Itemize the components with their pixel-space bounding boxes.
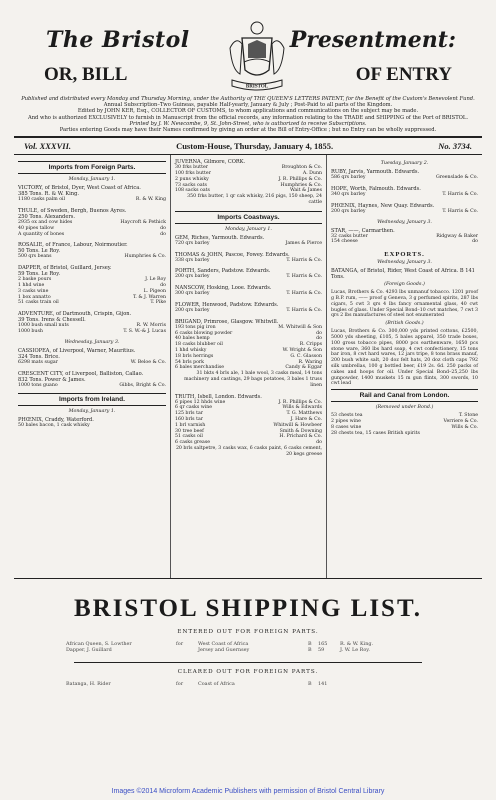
cargo-goods: 100 frks butter [175,171,211,177]
cargo-goods: 1180 casks palm oil [18,197,66,203]
cargo-row [175,291,322,297]
cargo-consignee: T. Harris & Co. [286,274,322,280]
shipping-cell: 59 [318,647,325,654]
cargo-consignee: do [160,231,166,237]
ship-entry [18,348,166,366]
cargo-row [331,175,478,181]
cargo-goods: 1 hhd wine [18,283,45,288]
cargo-consignee: T. G. Matthews [286,411,322,417]
cargo-consignee: Candy & Eggar [285,365,322,371]
cargo-goods: 6 pipes 12 hhds wine [175,399,226,405]
exports-heading: EXPORTS. [384,251,425,259]
ship-name: CRESCENT CITY, of Liverpool, Balliston, Callao. [18,370,144,377]
ship-entry [175,285,322,297]
shipping-cell: B [308,641,312,648]
cargo-goods: 2 puns whisky [175,176,209,182]
cargo-goods: 73 sacks oats [175,182,207,188]
ship-name: CASSIOPEA, of Liverpool, Warner, Mauritius. [18,347,136,354]
cargo-goods: 350 frks butter, 1 qr cak whisky, 216 pigs, 150 sheep, 24 cattle [187,194,322,205]
ship-name: VICTORY, of Bristol, Dyer, West Coast of Africa. [18,185,141,192]
cargo-consignee: James & Pierce [285,240,322,246]
ship-entry [18,185,166,203]
ship-name: RUBY, Jarvis, Yarmouth. Edwards. [331,169,420,176]
fine-print-6: Parties entering Goods may have their Names confirmed by giving an order at the Bill of Entry-Office ; but no Entry can be wholly suppressed. [59,127,437,134]
ship-entry [175,319,322,389]
cargo-goods: 18 casks blubber oil [175,342,223,348]
cargo-goods: 200 qrs barley [175,307,210,313]
cargo-consignee: Wills & Edwards [282,405,322,411]
fine-print-4: And who is authorized EXCLUSIVELY to furnish in Manuscript from the official records, any information relating to the TRADE and SHIPPING of the Port of BRISTOL. [27,114,469,121]
cargo-consignee: Humphries & Co. [124,254,166,260]
cargo-consignee: Whitwill & Howbeer [273,422,322,428]
cargo-row [331,192,478,198]
ship-tonnage: 39 Tons. Irens & Chessell. [18,317,86,324]
cargo-row [175,241,322,247]
cargo-row [18,232,166,238]
shipping-row [14,681,482,687]
ship-entry [175,235,322,247]
cargo-consignee: Haycroft & Pethick [120,220,166,226]
cargo-goods: 6 casks grease [175,440,211,446]
cargo-goods: 193 tons pig iron [175,324,216,330]
cargo-goods: 40 bales hemp [175,336,210,342]
shipping-cell: 165 [318,641,328,648]
cargo-goods: 54 brls pork [175,359,204,365]
cargo-goods: 338 qrs barley [175,257,210,263]
ship-entry [18,242,166,260]
fine-print-5: Printed by J. W. Newcombe, 9, St. John-Street, who is authorized to receive Subscriptions. [129,120,367,127]
shipping-cell: African Queen, S. Lowther [66,641,132,648]
ship-entry [175,268,322,280]
shipping-cell: J. W. Le Roy. [340,647,370,654]
cargo-goods: 51 casks train oil [18,300,59,306]
cargo-goods: 160 brls tar [175,416,203,422]
cargo-row [331,209,478,215]
export-paragraph: Lucas, Brothers & Co. 4293 lbs unmanuf tobacco. 1201 proof g B.P. rum, —— proof g Geneva, 3 g perfumed spirits, 287 lbs cigars, 5 cwt 3 qrs 4 lbs fancy ornamental glass, 40 cwt bugles of glass. Under Special Bond–10 cwt matches, 7 cwt 3 qrs 2 lbs manufactures of steel not enumerated [331,290,478,319]
cargo-goods: 32 casks butter [331,233,368,239]
ship-entry [18,311,166,335]
cargo-goods: 340 qrs barley [331,192,366,198]
shipping-cell: B [308,680,312,687]
ship-name: HOPE, Worth, Falmouth. Edwards. [331,186,421,193]
shipping-cell: R. & W. King. [340,641,374,648]
cargo-row [18,329,166,335]
cargo-goods: 6 casks blowing powder [175,330,233,336]
cargo-consignee: do [472,239,478,245]
cargo-consignee: R. Waring [298,359,322,365]
cargo-goods: 20 brls saltpetre, 3 casks wax, 6 casks paint, 6 casks cement, 20 kegs greese [175,445,322,457]
ship-entry [331,228,478,246]
cargo-consignee: Humphries & Co. [280,182,322,188]
cargo-consignee: G. C. Glasson [290,353,322,359]
cargo-row: 28 chests tea, 15 cases British spirits [331,430,420,436]
ship-name: PHŒNIX, Craddy, Waterford. [18,417,94,424]
ship-entry [18,371,166,389]
cargo-consignee: L. Pigeon [143,288,166,294]
cargo-goods: 1000 tons guano [18,382,58,388]
cargo-consignee: Smith & Downing [279,428,322,434]
ship-name: THOMAS & JOHN, Pascoe, Fowey. Edwards. [175,251,290,258]
goods-heading: (Foreign Goods.) [384,282,425,288]
cargo-goods: 720 qrs barley [175,240,210,246]
cargo-consignee: Wait & James [289,188,322,194]
cargo-goods: 1 brl varnish [175,422,206,428]
masthead-title-right: Presentment: [289,27,456,53]
cargo-consignee: A. Dunn [302,171,322,177]
ship-name: THULE, of Sweden, Bergh, Buenos Ayres. [18,208,127,215]
section-heading: Imports from Ireland. [18,393,166,406]
cargo-goods: 2 baske pours [18,277,52,283]
cargo-goods: 2 pipes wine [331,418,361,424]
masthead-title-left: The Bristol [46,27,190,53]
cargo-goods: 1 hhd whisky [175,347,207,353]
ship-name: DAPPER, of Bristol, Guillard, Jersey. [18,265,112,272]
cargo-goods: 300 qrs barley [175,291,210,297]
cargo-row [175,258,322,264]
ship-entry [175,159,322,206]
divider [74,662,422,663]
columns [14,155,482,579]
cargo-row [18,197,166,203]
cargo-goods: 1 box annatto [18,294,51,300]
cargo-consignee: Verriere & Co. [443,418,478,424]
column-1 [14,155,170,578]
cargo-consignee: do [160,225,166,231]
cargo-consignee: J. Hare & Co. [290,416,322,422]
shipping-cell [176,647,198,653]
cargo-consignee: R. Cripps [299,342,322,348]
cargo-consignee: Gibbs, Bright & Co. [119,382,166,388]
ship-name: TRUTH, Isbell, London. Edwards. [175,393,262,400]
day-heading: Wednesday, January 3. [377,219,432,225]
section-heading: Imports Coastways. [175,211,322,224]
cargo-consignee: J. Le Roy [145,277,166,283]
cargo-goods: 200 qrs barley [331,208,366,214]
cargo-goods: 53 chests tea [331,413,363,419]
cargo-row [18,383,166,389]
removed-heading: (Removed under Bond.) [375,405,434,411]
dateline [14,138,482,154]
cargo-row [18,254,166,260]
ship-tonnage: 50 Tons. Le Roy. [18,248,61,255]
cargo-goods: 1000 bush [18,328,43,334]
copyright-watermark: Images ©2014 Microform Academic Publishers with permission of Bristol Central Library [111,788,385,795]
cargo-consignee: do [316,336,322,342]
ship-entry [331,169,478,181]
ship-name: PORTH, Sanders, Padstow. Edwards. [175,268,271,275]
ship-entry [331,203,478,215]
cargo-consignee: Ridgway & Baker [436,233,478,239]
ship-tonnage: 385 Tons. R. & W. King. [18,191,79,198]
cargo-goods: 6298 mats sugar [18,359,58,365]
cargo-goods: 108 sacks oats [175,188,210,194]
cargo-consignee: R. & W. King [135,197,166,203]
masthead-sub-right: OF ENTRY [355,64,452,85]
section-heading: Rail and Canal from London. [331,389,478,402]
masthead-sub-left: OR, BILL [44,64,128,85]
issue-number: No. 3734. [438,141,472,152]
cargo-goods: 6 qr casks wine [175,405,213,411]
shipping-cell: for [176,680,184,687]
cargo-consignee: T. Harris & Co. [442,208,478,214]
fine-print-3: Edited by JOHN KER, Esq., COLLECTOR OF CUSTOMS, to whom applications and communications on the subject may be made. [77,108,419,115]
day-heading: Wednesday, January 3. [377,260,432,266]
cargo-goods: 3 casks wine [18,288,49,294]
cargo-goods: A quantity of bones [18,231,65,237]
ship-entry [18,265,166,306]
shipping-list-title: BRISTOL SHIPPING LIST. [73,595,423,623]
cargo-consignee: H. Prichard & Co. [279,434,322,440]
cargo-goods: 2935 ox and cow hides [18,220,73,226]
cargo-consignee: Greenslade & Co. [436,175,478,181]
shipping-cell [340,681,420,687]
shipping-cell: Batanga, H. Rider [66,680,111,687]
cargo-consignee: do [316,330,322,336]
section-heading: Imports from Foreign Parts. [18,161,166,174]
shipping-cell: Dapper, J. Guillard [66,647,112,654]
ship-name: ROSALIE, of France, Labour, Noirmoutier. [18,242,128,249]
cargo-consignee: Broughton & Co. [281,165,322,171]
ship-tonnage: 324 Tons. Brice. [18,353,60,360]
cargo-consignee: T. S. W.-& J. Lucas [123,328,166,334]
ship-entry [175,252,322,264]
cargo-consignee: W. Wright & Son [282,347,322,353]
cargo-consignee: R. W. Morris [136,323,166,329]
cargo-consignee: J. R. Phillips & Co. [278,176,322,182]
ship-name: BATANGA, of Bristol, Rider, West Coast of Africa. B 141 Tons. [331,268,475,281]
shipping-row [14,647,482,653]
shipping-cell: 141 [318,680,328,687]
cargo-goods: 50 bales bacon, 1 cask whisky [18,423,90,429]
volume-number: Vol. XXXVII. [24,141,72,152]
cargo-row [175,371,322,388]
ship-name: JUVERNA, Gilmore, CORK. [175,159,246,166]
cargo-consignee: Wills & Co. [451,424,478,430]
cargo-consignee: T. Harris & Co. [286,257,322,263]
cargo-goods: 51 casks oil [175,434,203,440]
goods-heading: (British Goods.) [385,321,424,327]
cargo-goods: 154 cheese [331,239,358,245]
cargo-consignee: T. & J. Warren [132,294,166,300]
cleared-out-list [14,681,482,687]
column-2 [170,155,326,578]
cleared-out-heading: CLEARED OUT FOR FOREIGN PARTS. [177,668,319,675]
ship-entry [175,394,322,458]
cargo-row [331,239,478,245]
cargo-goods: 1000 bush small nuts [18,323,69,329]
shipping-cell: B [308,647,312,654]
cargo-row [175,308,322,314]
entered-out-list [14,641,482,653]
day-heading: Monday, January 1. [68,409,116,415]
day-heading: Monday, January 1. [225,226,272,232]
cargo-row [18,423,166,429]
cargo-consignee: T. Harris & Co. [286,307,322,313]
bristol-crest-icon [222,14,292,96]
ship-tonnage: 250 Tons. Alexanders. [18,214,75,221]
day-heading: Monday, January 1. [68,177,116,183]
cargo-consignee: M. Whitwill & Son [278,324,322,330]
place-date: Custom-House, Thursday, January 4, 1855. [176,141,334,152]
cargo-goods: 18 brls herrings [175,353,214,359]
ship-name: PHŒNIX, Haynes, New Quay. Edwards. [331,202,435,209]
ship-name: GEM, Riches, Yarmouth. Edwards. [175,234,265,241]
day-heading: Tuesday, January 2. [380,161,429,167]
fine-print-2: Annual Subscription–Two Guineas, payable Half-yearly, January & July ; Post-Paid to all parts of the Kingdom. [103,102,393,109]
day-heading: Wednesday, January 3. [64,339,120,345]
cargo-consignee: T. Stone [458,413,478,419]
cargo-goods: 500 qrs beans [18,254,52,260]
cargo-row [18,360,166,366]
cargo-consignee: do [160,283,166,288]
ship-entry [18,208,166,237]
cargo-row [175,274,322,280]
ship-name: FLOWER, Henwood, Padstow. Edwards. [175,301,279,308]
cargo-consignee: W. Beloe & Co. [130,359,166,365]
cargo-consignee: T. Harris & Co. [442,192,478,198]
cargo-consignee: T. Pike [150,300,166,306]
cargo-goods: 6 bales merchandise [175,365,225,371]
shipping-cell: West Coast of Africa [198,641,249,648]
fine-print-1: Published and distributed every Monday and Thursday Morning, under the Authority of THE QUEEN'S LETTERS PATENT, for the Benefit of the Custom's Benevolent Fund. [21,96,475,102]
cargo-consignee: do [316,440,322,446]
ship-name: NANSCOW, Hosking, Looe. Edwards. [175,285,272,292]
export-paragraph: Lucas, Brothers & Co. 300,000 yds printed cottons, £2500, 5000 yds sheeting, £105, 5 bales apparel, 350 trade boxes, 100 gross tobacco pipes, 8000 pcs earthenware, 1650 pcs stone ware, 360 lbs hard soap, 4 cwt confectionery, 15 tons bar iron, 8 cwt hard wares, 12 jars tripe, 8 tons brass manuf, 200 bush white salt, 20 doz felt hats, 20 doz cloth caps 792 silk umbrellas, 100 g bottled beer, £19 2s. 6d. 250 packs of cakes and hoops for oil. Under Special Bond–25,250 lbs gunpowder, 1400 muskets 15 m gun flints, 300 swords, 10 cwt lead [331,329,478,387]
cargo-consignee: J. R. Phillips & Co. [278,399,322,405]
cargo-goods: 200 qrs barley [175,274,210,280]
cargo-goods: 125 brls tar [175,411,203,417]
column-3 [326,155,482,578]
ship-name: STAR, ——, Carmarthen. [331,227,395,234]
cargo-row [175,194,322,206]
ship-entry [175,302,322,314]
ship-entry [18,417,166,429]
cargo-goods: 31 bkts 4 brls ale, 1 bale wool, 3 casks meal, 14 tons machinery and castings, 29 bags potatoes, 3 bales 1 truss linen [184,371,322,388]
cargo-row [18,300,166,306]
shipping-cell: Coast of Africa [198,680,235,687]
ship-name: ADVENTURE, of Dartmouth, Crispin, Gijon. [18,311,132,318]
cargo-goods: 40 pipes tallow [18,225,55,231]
cargo-goods: 8 cases wine [331,424,362,430]
shipping-cell: Jersey and Guernsey [198,647,250,654]
cargo-consignee: T. Harris & Co. [286,291,322,297]
ship-name: BRIGAND, Primrose, Glasgow. Whitwill. [175,318,279,325]
ship-tonnage: 59 Tons. Le Roy. [18,271,61,278]
cargo-row [175,446,322,458]
cargo-goods: 30 frks butter [175,165,208,171]
entered-out-heading: ENTERED OUT FOR FOREIGN PARTS. [177,629,319,636]
masthead [14,14,482,96]
ship-entry [331,186,478,198]
crest-text: BRISTOL [245,84,269,90]
cargo-goods: 586 qrs barley [331,175,366,181]
ship-tonnage: 832 Tons. Power & James. [18,376,86,383]
shipping-cell: for [176,641,184,648]
cargo-goods: 30 tree beef [175,428,204,434]
